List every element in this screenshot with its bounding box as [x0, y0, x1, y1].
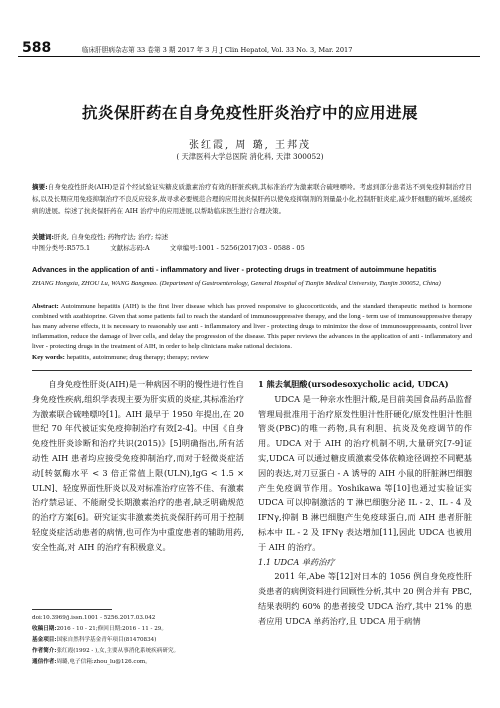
- english-title: Advances in the application of anti - inflammatory and liver - protecting drugs in treatment of autoimmune hepatitis: [32, 265, 437, 274]
- article-number: 文章编号:1001 - 5256(2017)03 - 0588 - 05: [169, 244, 305, 252]
- english-abstract-text: Autoimmune hepatitis (AIH) is the first liver disease which has proved responsive to glucocorticoids, and the standard therapeutic method is hormone combined with azathioprine. Given that some patients fail to reach the standard of immunosuppressive therapy, and the long - term use of immunosuppressive therapy has many adverse effects, it is necessary to reasonably use anti - inflammatory and liver - protecting drugs to minimize the dose of immunosuppressants, control liver inflammation, reduce the damage of liver cells, and delay the progression of the disease. This paper reviews the advances in the application of anti - inflammatory and liver - protecting drugs in the treatment of AIH, in order to help clinicians make rational decisions.: [32, 303, 472, 350]
- english-abstract-label: Abstract:: [32, 303, 59, 310]
- body-right-column: [258, 377, 472, 629]
- clc-number: 中图分类号:R575.1: [32, 244, 91, 252]
- article-title: 抗炎保肝药在自身免疫性肝炎治疗中的应用进展: [81, 103, 418, 122]
- author-list: 张红霞, 周 璐, 王邦茂: [189, 140, 311, 151]
- english-abstract: [32, 302, 472, 352]
- intro-paragraph: 自身免疫性肝炎(AIH)是一种病因不明的慢性进行性自身免疫性疾病,组织学表现主要为肝实质的炎症,其标准治疗为激素联合硫唑嘌呤[1]。AIH 最早于 1950 年提出,在 20 世纪 70 年代被证实免疫抑制治疗有效[2-4]。中国《自身免疫性肝炎诊断和治疗共识(2015)》[5]明确指出,所有活动性 AIH 患者均应接受免疫抑制治疗,而对于轻微炎症活动[转氨酶水平 < 3 倍正常值上限(ULN),IgG < 1.5 × ULN]、轻度界面性肝炎以及对标准治疗应答不佳、有激素治疗禁忌证、不能耐受长期激素治疗的患者,缺乏明确规范的治疗方案[6]。研究证实非激素类抗炎保肝药可用于控制轻度炎症活动患者的病情,也可作为中重度患者的辅助用药,安全性高,对 AIH 的治疗有积极意义。: [32, 379, 244, 552]
- subsection-heading: 1.1 UDCA 单药治疗: [258, 556, 335, 567]
- abstract-cn-label: 摘要:: [32, 183, 48, 191]
- section-divider: [32, 370, 472, 371]
- corresponding-author: 通信作者:周璐,电子信箱:zhou_lu@126.com。: [32, 659, 151, 665]
- section-heading-udca: 1 熊去氧胆酸(ursodesoxycholic acid, UDCA): [258, 379, 449, 389]
- header-rule: [18, 56, 480, 57]
- keywords-cn: [32, 232, 472, 241]
- english-keywords-text: hepatitis, autoimmune; drug therapy; therapy; review: [66, 354, 209, 361]
- english-keywords: [32, 354, 472, 361]
- received-dates: 收稿日期:2016 - 10 - 21;修回日期:2016 - 11 - 29。: [32, 626, 167, 632]
- abstract-cn: [32, 181, 472, 218]
- english-keywords-label: Key words:: [32, 354, 65, 361]
- udca-monotherapy-paragraph: 2011 年,Abe 等[12]对日本的 1056 例自身免疫性肝炎患者的病例资料进行回顾性分析,其中 20 例合并有 PBC,结果表明约 60% 的患者接受 UDCA 治疗,其中 21% 的患者应用 UDCA 单药治疗,且 UDCA 用于病情: [258, 571, 472, 626]
- keywords-cn-text: 肝炎, 自身免疫性; 药物疗法; 治疗; 综述: [53, 233, 169, 241]
- funding: 基金项目:国家自然科学基金青年项目(81470834): [32, 637, 157, 643]
- footnotes: [32, 613, 244, 668]
- journal-citation: 临床肝胆病杂志第 33 卷第 3 期 2017 年 3 月 J Clin Hepatol, Vol. 33 No. 3, Mar. 2017: [82, 46, 353, 54]
- author-bio: 作者简介:张红霞(1992 - ),女,主要从事消化系统疾病研究。: [32, 648, 180, 654]
- udca-paragraph: UDCA 是一种亲水性胆汁酸,是目前美国食品药品监督管理局批准用于治疗原发性胆汁性肝硬化/原发性胆汁性胆管炎(PBC)的唯一药物,具有利胆、抗炎及免疫调节的作用。UDCA 对于 AIH 的治疗机制不明,大量研究[7-9]证实,UDCA 可以通过糖皮质激素受体依赖途径调控不同靶基因的表达,对刀豆蛋白 - A 诱导的 AIH 小鼠的肝脏淋巴细胞产生免疫调节作用。Yoshikawa 等[10]也通过实验证实 UDCA 可以抑制激活的 T 淋巴细胞分泌 IL - 2、IL - 4 及 IFNγ,抑制 B 淋巴细胞产生免疫球蛋白,而 AIH 患者肝脏标本中 IL - 2 及 IFNγ 表达增加[11],因此 UDCA 也被用于 AIH 的治疗。: [258, 393, 472, 552]
- body-left-column: [32, 377, 244, 555]
- page-number: 588: [22, 40, 52, 56]
- english-authors: ZHANG Hongxia, ZHOU Lu, WANG Bangmao. (Department of Gastroenterology, General Hospital of Tianjin Medical University, Tianjin 300052, China): [32, 280, 441, 287]
- document-code: 文献标志码:A: [110, 244, 150, 252]
- abstract-cn-text: 自身免疫性肝炎(AIH)是首个经试验证实糖皮质激素治疗有效的肝脏疾病,其标准治疗为激素联合硫唑嘌呤。考虑到部分患者达不到免疫抑制治疗目标,以及长期应用免疫抑制治疗不良反应较多,故寻求必要规范合理的应用抗炎保肝药以使免疫抑制剂的剂量最小化,控制肝脏炎症,减少肝细胞的破坏,延缓疾病的进展。综述了抗炎保肝药在 AIH 治疗中的应用进展,以帮助临床医生进行合理决策。: [32, 183, 472, 216]
- footnote-rule: [32, 609, 112, 610]
- keywords-cn-label: 关键词:: [32, 233, 54, 241]
- classification-meta: [32, 243, 472, 252]
- doi: doi:10.3969/j.issn.1001 - 5256.2017.03.042: [32, 615, 156, 621]
- affiliation: ( 天津医科大学总医院 消化科, 天津 300052): [176, 152, 324, 161]
